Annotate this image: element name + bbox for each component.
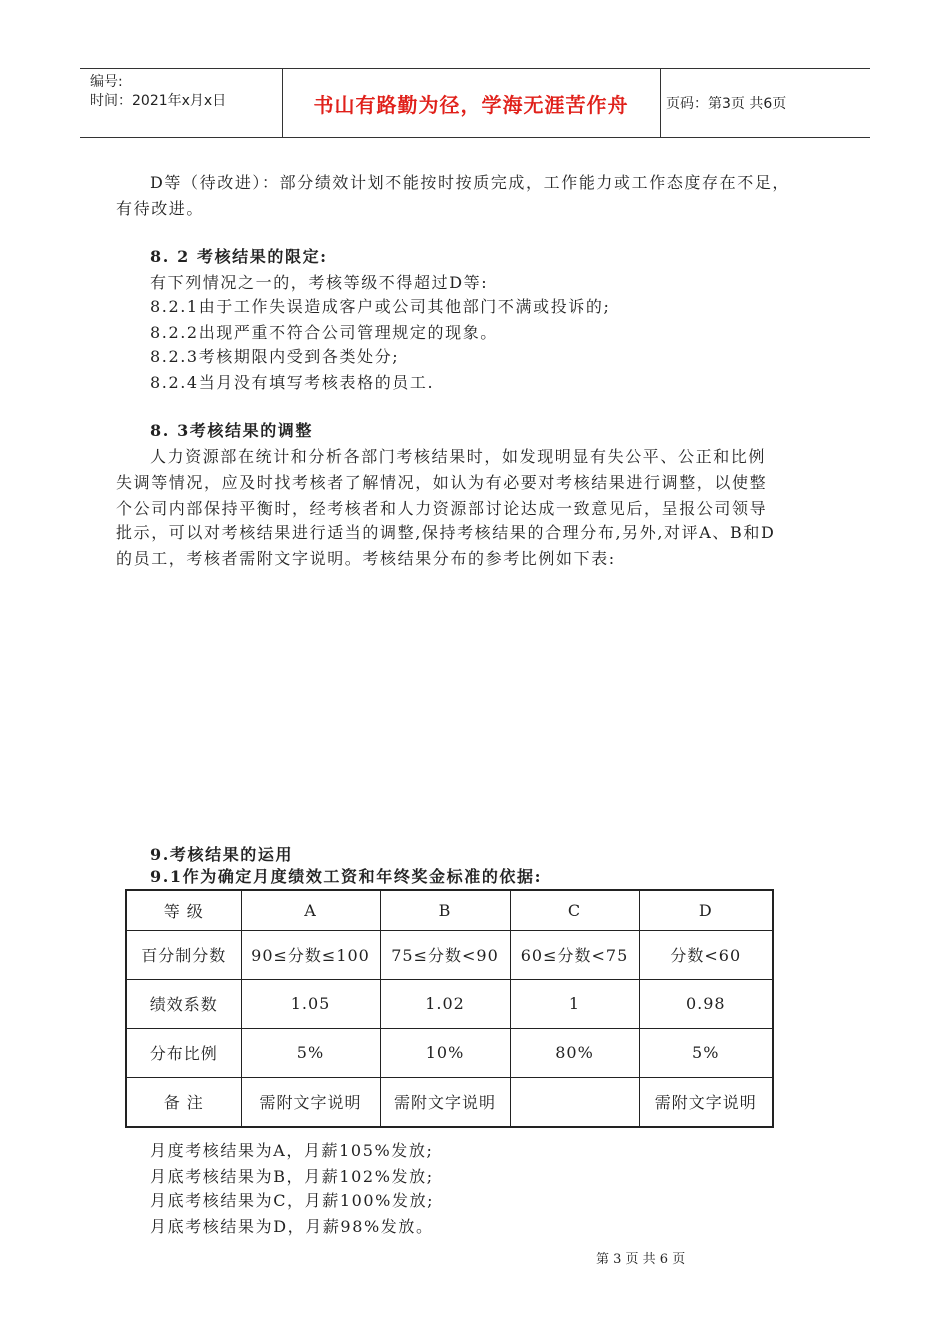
header-page-info: 页码：第3页 共6页 [666, 96, 787, 112]
section-8-2-item: 8.2.3考核期限内受到各类处分; [150, 347, 400, 366]
table-cell: 5% [241, 1028, 380, 1077]
salary-note: 月底考核结果为D，月薪98%发放。 [150, 1217, 434, 1236]
header-divider [660, 69, 661, 137]
d-grade-desc-line2: 有待改进。 [116, 199, 205, 218]
table-cell: 1.05 [241, 979, 380, 1028]
table-cell: 分数<60 [639, 930, 773, 979]
serial-label: 编号: [90, 74, 123, 90]
section-8-3-line: 人力资源部在统计和分析各部门考核结果时，如发现明显有失公平、公正和比例 [150, 447, 767, 466]
section-9-title: 9.考核结果的运用 [150, 845, 294, 864]
page-header [80, 68, 870, 138]
date-label: 时间：2021年x月x日 [90, 93, 227, 109]
table-cell: 80% [510, 1028, 639, 1077]
table-cell: 75≤分数<90 [380, 930, 510, 979]
table-cell: 绩效系数 [126, 979, 241, 1028]
salary-note: 月底考核结果为C，月薪100%发放; [150, 1191, 435, 1210]
table-cell: 分布比例 [126, 1028, 241, 1077]
table-cell: 1.02 [380, 979, 510, 1028]
d-grade-desc-line1: D等（待改进）：部分绩效计划不能按时按质完成，工作能力或工作态度存在不足， [150, 173, 791, 192]
section-8-3-line: 失调等情况，应及时找考核者了解情况，如认为有必要对考核结果进行调整，以使整 [116, 473, 768, 492]
table-cell: 需附文字说明 [639, 1077, 773, 1127]
table-header-cell: B [380, 890, 510, 930]
table-header-cell: 等 级 [126, 890, 241, 930]
table-cell: 需附文字说明 [380, 1077, 510, 1127]
section-8-3-line: 批示，可以对考核结果进行适当的调整,保持考核结果的合理分布,另外,对评A、B和D [116, 523, 776, 542]
table-cell: 百分制分数 [126, 930, 241, 979]
table-header-cell: A [241, 890, 380, 930]
table-cell: 需附文字说明 [241, 1077, 380, 1127]
table-cell: 60≤分数<75 [510, 930, 639, 979]
salary-note: 月底考核结果为B，月薪102%发放; [150, 1167, 434, 1186]
table-cell [510, 1077, 639, 1127]
section-8-2-title: 8. 2 考核结果的限定: [150, 247, 328, 266]
section-8-3-line: 个公司内部保持平衡时，经考核者和人力资源部讨论达成一致意见后，呈报公司领导 [116, 499, 768, 518]
table-cell: 备 注 [126, 1077, 241, 1127]
table-header-cell: D [639, 890, 773, 930]
section-8-2-item: 8.2.2出现严重不符合公司管理规定的现象。 [150, 323, 498, 342]
section-8-2-lead: 有下列情况之一的，考核等级不得超过D等: [150, 273, 489, 292]
table-row [126, 979, 773, 1028]
table-cell: 5% [639, 1028, 773, 1077]
grade-table [125, 889, 774, 1128]
table-row [126, 930, 773, 979]
table-header-row [126, 890, 773, 930]
section-9-1-title: 9.1作为确定月度绩效工资和年终奖金标准的依据: [150, 867, 543, 886]
section-8-2-item: 8.2.4当月没有填写考核表格的员工. [150, 373, 435, 392]
section-8-3-title: 8. 3考核结果的调整 [150, 421, 314, 440]
page-footer: 第 3 页 共 6 页 [596, 1252, 686, 1267]
table-header-cell: C [510, 890, 639, 930]
table-row [126, 1077, 773, 1127]
table-cell: 10% [380, 1028, 510, 1077]
header-motto: 书山有路勤为径，学海无涯苦作舟 [313, 92, 629, 117]
header-meta [90, 73, 226, 111]
table-cell: 0.98 [639, 979, 773, 1028]
table-cell: 1 [510, 979, 639, 1028]
section-8-2-item: 8.2.1由于工作失误造成客户或公司其他部门不满或投诉的; [150, 297, 611, 316]
salary-note: 月度考核结果为A，月薪105%发放; [150, 1141, 434, 1160]
table-cell: 90≤分数≤100 [241, 930, 380, 979]
section-8-3-line: 的员工，考核者需附文字说明。考核结果分布的参考比例如下表: [116, 549, 616, 568]
table-row [126, 1028, 773, 1077]
